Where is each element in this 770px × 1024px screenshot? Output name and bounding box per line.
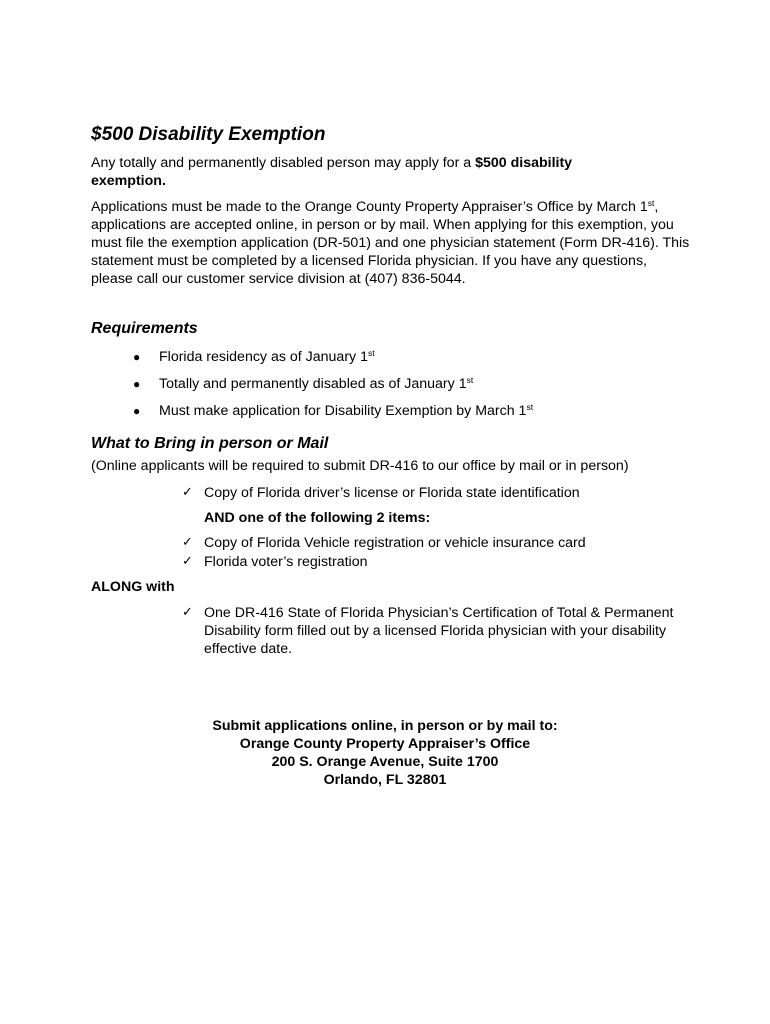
checklist-text: Copy of Florida Vehicle registration or vehicle insurance card (204, 535, 586, 551)
intro-paragraph (91, 154, 631, 190)
requirements-heading: Requirements (91, 320, 198, 337)
intro-text: Any totally and permanently disabled person may apply for a (91, 155, 476, 171)
city-state-zip: Orlando, FL 32801 (323, 772, 447, 788)
checkmark-icon: ✓ (182, 485, 193, 500)
requirement-sup: st (367, 348, 375, 358)
bullet-icon: ● (133, 350, 141, 364)
checklist-text: Florida voter’s registration (204, 554, 368, 570)
bring-heading: What to Bring in person or Mail (91, 435, 329, 452)
requirement-sup: st (526, 402, 534, 412)
application-text-1: Applications must be made to the Orange County Property Appraiser’s Office by March 1 (91, 199, 648, 215)
along-with-line: ALONG with (91, 579, 175, 595)
street-address: 200 S. Orange Avenue, Suite 1700 (271, 754, 499, 770)
checkmark-icon: ✓ (182, 535, 193, 550)
application-sup: st (647, 198, 655, 208)
checkmark-icon: ✓ (182, 605, 193, 620)
application-paragraph (91, 198, 691, 288)
requirement-sup: st (466, 375, 474, 385)
and-one-of-line: AND one of the following 2 items: (204, 510, 431, 526)
submit-line: Submit applications online, in person or by mail to: (212, 718, 558, 734)
intro-bold: $500 disability exemption. (91, 155, 573, 189)
requirement-text: Must make application for Disability Exemption by March 1 (159, 403, 527, 419)
page-title: $500 Disability Exemption (91, 124, 326, 145)
submit-address-block (0, 717, 770, 789)
online-note: (Online applicants will be required to submit DR-416 to our office by mail or in person) (91, 458, 629, 474)
bullet-icon: ● (133, 404, 141, 418)
checkmark-icon: ✓ (182, 554, 193, 569)
bullet-icon: ● (133, 377, 141, 391)
checklist-text: Copy of Florida driver’s license or Florida state identification (204, 485, 580, 501)
application-text-2: , applications are accepted online, in person or by mail. When applying for this exemption, you must file the exemption application (DR-501) and one physician statement (Form DR-416). This statement must be completed by a licensed Florida physician. If you have any questions, please call our customer service division at (407) 836-5044. (91, 199, 690, 287)
requirement-text: Florida residency as of January 1 (159, 349, 368, 365)
requirement-text: Totally and permanently disabled as of January 1 (159, 376, 467, 392)
office-name: Orange County Property Appraiser’s Office (239, 736, 531, 752)
checklist-text: One DR-416 State of Florida Physician’s Certification of Total & Permanent Disability form filled out by a licensed Florida physician with your disability effective date. (204, 605, 674, 657)
